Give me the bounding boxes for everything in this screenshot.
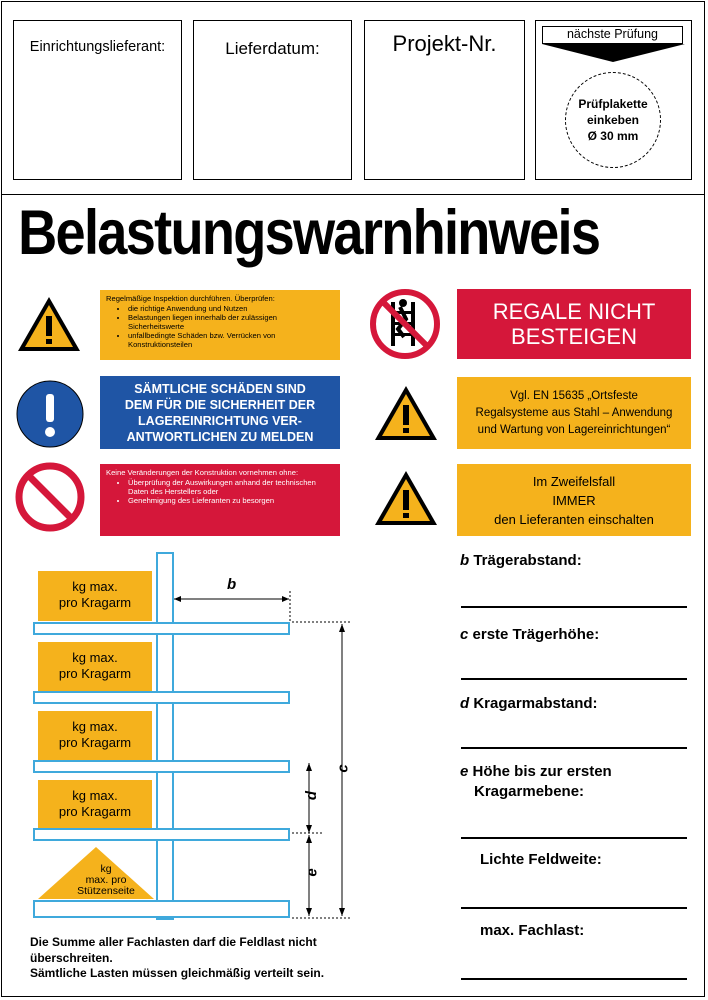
pillar-line: Stützenseite: [77, 885, 135, 897]
field-e-label: [460, 762, 612, 802]
rack-arm: [33, 828, 290, 841]
field-letter: e: [460, 763, 469, 780]
field-c-label: [460, 626, 599, 643]
mandatory-info-icon: [15, 379, 85, 449]
field-text: Trägerabstand:: [473, 552, 582, 569]
field-e-line[interactable]: [461, 837, 687, 839]
damages-line: ANTWORTLICHEN ZU MELDEN: [126, 429, 314, 444]
clear-width-line[interactable]: [461, 907, 687, 909]
rack-arm: [33, 691, 290, 704]
no-changes-item: • Überprüfung der Auswirkungen anhand der technischen Daten des Herstellers oder: [128, 478, 334, 496]
footnote-line: Sämtliche Lasten müssen gleichmäßig verteilt sein.: [30, 966, 325, 980]
clear-width-label: Lichte Feldweite:: [480, 851, 602, 868]
kg-line: pro Kragarm: [58, 735, 132, 750]
field-d-label: [460, 695, 598, 712]
no-changes-item: • Genehmigung des Lieferanten zu besorgen: [128, 496, 334, 505]
rack-base: [33, 900, 290, 918]
damages-line: DEM FÜR DIE SICHERHEIT DER: [124, 397, 316, 412]
dimension-b-label: b: [227, 576, 237, 593]
inspection-heading: Regelmäßige Inspektion durchführen. Überprüfen:: [106, 294, 275, 303]
standard-reference-notice: [457, 377, 691, 449]
project-number-field[interactable]: [364, 20, 525, 180]
prohibition-icon: [15, 462, 85, 532]
project-number-label: Projekt-Nr.: [392, 31, 497, 56]
no-changes-notice: [100, 464, 340, 536]
field-text: erste Trägerhöhe:: [472, 626, 600, 643]
no-climb-line: BESTEIGEN: [511, 324, 637, 349]
arm-load-label: [38, 711, 152, 760]
inspection-item: • Belastungen liegen innerhalb der zulässigen Sicherheitswerte: [128, 313, 334, 331]
footnote-line: überschreiten.: [30, 950, 113, 965]
supplier-label: Einrichtungslieferant:: [29, 39, 166, 55]
contact-supplier-notice: [457, 464, 691, 536]
max-load-label: max. Fachlast:: [480, 922, 585, 939]
sticker-line: Ø 30 mm: [587, 129, 639, 143]
header-divider: [2, 194, 704, 195]
no-changes-heading: Keine Veränderungen der Konstruktion vornehmen ohne:: [106, 468, 299, 477]
dimension-e-label: e: [303, 868, 321, 877]
pillar-line: max. pro: [85, 874, 127, 886]
rack-arm: [33, 622, 290, 635]
kg-line: pro Kragarm: [58, 666, 132, 681]
doubt-line: IMMER: [552, 492, 596, 508]
standard-line: Vgl. EN 15635 „Ortsfeste: [510, 389, 638, 402]
field-text: Höhe bis zur ersten: [472, 763, 612, 780]
label-sheet: [1, 1, 705, 997]
field-d-line[interactable]: [461, 747, 687, 749]
report-damages-notice: [100, 376, 340, 449]
next-inspection-field[interactable]: [535, 20, 692, 180]
arrow-down-icon: [536, 44, 691, 66]
field-b-label: [460, 552, 582, 569]
inspection-item: • die richtige Anwendung und Nutzen: [128, 304, 334, 313]
footnote-line: Die Summe aller Fachlasten darf die Feldlast nicht: [30, 935, 317, 949]
dimension-d-label: d: [303, 790, 321, 801]
standard-line: und Wartung von Lagereinrichtungen“: [477, 423, 671, 436]
doubt-line: den Lieferanten einschalten: [494, 511, 654, 527]
no-climbing-notice: [457, 289, 691, 359]
delivery-date-label: Lieferdatum:: [225, 39, 320, 58]
dimension-c-label: c: [334, 764, 352, 773]
arm-load-label: [38, 780, 152, 828]
delivery-date-field[interactable]: [193, 20, 352, 180]
damages-line: LAGEREINRICHTUNG VER-: [138, 413, 302, 428]
footnote: [30, 935, 324, 982]
dimension-cde-arrows: [287, 620, 367, 920]
column-load-label: [36, 864, 176, 897]
field-letter: b: [460, 552, 470, 569]
field-c-line[interactable]: [461, 678, 687, 680]
sticker-line: Prüfplakette: [578, 97, 648, 111]
no-climb-line: REGALE NICHT: [492, 299, 656, 324]
kg-line: kg max.: [72, 788, 118, 803]
kg-line: kg max.: [72, 650, 118, 665]
sticker-line: einkeben: [586, 113, 640, 127]
next-inspection-label: nächste Prüfung: [542, 26, 683, 44]
max-load-line[interactable]: [461, 978, 687, 980]
standard-line: Regalsysteme aus Stahl – Anwendung: [475, 406, 673, 419]
pillar-line: kg: [100, 863, 112, 875]
inspection-notice: [100, 290, 340, 360]
kg-line: kg max.: [72, 579, 118, 594]
damages-line: SÄMTLICHE SCHÄDEN SIND: [134, 381, 306, 396]
rack-arm: [33, 760, 290, 773]
arm-load-label: [38, 642, 152, 691]
supplier-field[interactable]: [13, 20, 182, 180]
doubt-line: Im Zweifelsfall: [532, 473, 616, 489]
warning-triangle-icon: [15, 294, 83, 354]
page-title: Belastungswarnhinweis: [18, 198, 600, 268]
inspection-item: • unfallbedingte Schäden bzw. Verrücken von Konstruktionsteilen: [128, 331, 334, 349]
inspection-sticker-circle: [565, 72, 661, 168]
arm-load-label: [38, 571, 152, 621]
kg-line: kg max.: [72, 719, 118, 734]
field-text: Kragarmebene:: [474, 783, 585, 800]
no-climbing-icon: [370, 289, 440, 359]
field-b-line[interactable]: [461, 606, 687, 608]
field-letter: d: [460, 695, 470, 712]
warning-triangle-icon: [372, 468, 440, 528]
kg-line: pro Kragarm: [58, 595, 132, 610]
field-text: Kragarmabstand:: [473, 695, 598, 712]
kg-line: pro Kragarm: [58, 804, 132, 819]
warning-triangle-icon: [372, 383, 440, 443]
field-letter: c: [460, 626, 469, 643]
